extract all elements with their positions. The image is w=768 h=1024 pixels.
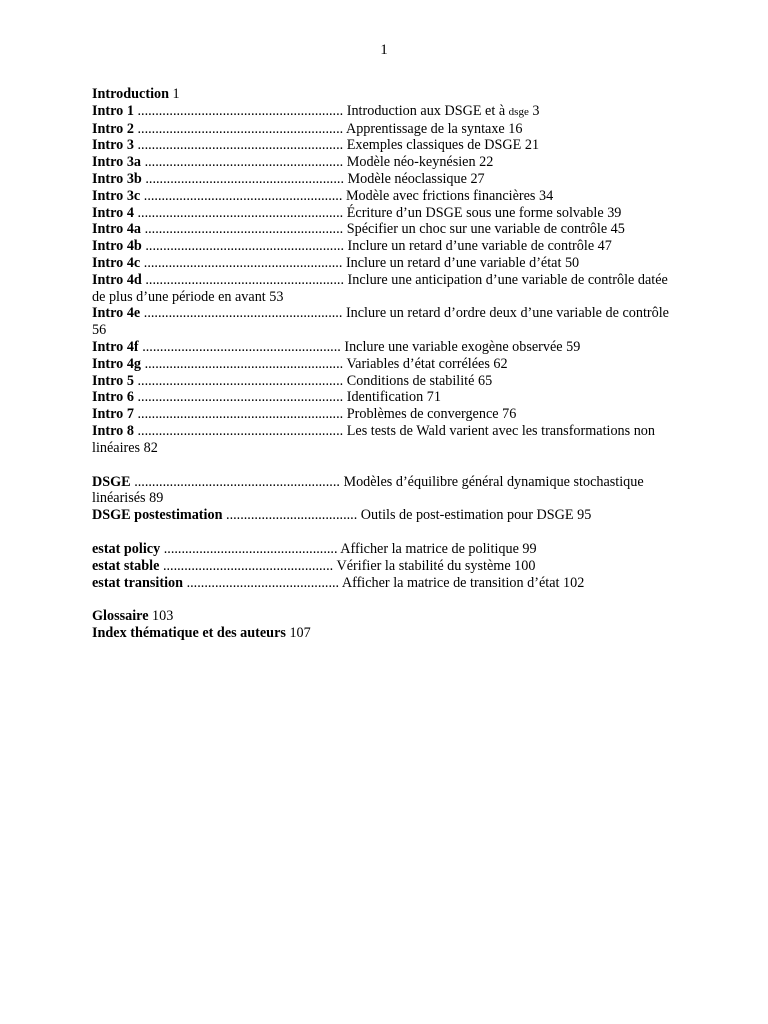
toc-entry-title: Variables d’état corrélées: [346, 355, 490, 372]
toc-entry-leader: ........................................................: [145, 271, 344, 288]
toc-entry-leader: ..........................................................: [137, 422, 344, 439]
toc-entry-page: 76: [502, 406, 517, 423]
toc-entry-title: Inclure une anticipation d’une variable de contrôle datée de plus d’une période en avant: [92, 271, 668, 305]
toc-entry: [92, 406, 676, 423]
toc-entry-term: Index thématique et des auteurs: [92, 625, 286, 642]
toc-entry: [92, 608, 676, 625]
toc-entry-term: Intro 1: [92, 102, 134, 119]
toc-entry-page: 21: [524, 137, 540, 154]
toc-entry-leader: ..........................................................: [137, 389, 344, 406]
toc-entry-title: Inclure un retard d’une variable de contrôle: [347, 238, 595, 255]
toc-entry-title: Spécifier un choc sur une variable de contrôle: [346, 221, 608, 238]
toc-entry: [92, 625, 676, 642]
toc-entry-page: 16: [508, 120, 523, 137]
toc-entry-leader: ..........................................................: [137, 120, 344, 137]
toc-entry-page: 1: [172, 86, 180, 102]
toc-entry-term: Intro 4b: [92, 238, 142, 255]
toc-entry-page: 89: [149, 490, 164, 507]
toc-entry: [92, 541, 676, 558]
toc-entry-leader: ................................................: [162, 557, 334, 574]
toc-entry-leader: ........................................................: [144, 154, 344, 171]
toc-entry-leader: .....................................: [226, 507, 358, 524]
toc-entry-page: 82: [143, 439, 158, 456]
toc-group-back-matter: [92, 608, 676, 642]
toc-entry-page: 45: [610, 221, 625, 238]
toc-entry: [92, 86, 676, 103]
toc-entry-term: Intro 3b: [92, 170, 142, 187]
toc-entry-title: Problèmes de convergence: [346, 406, 499, 423]
toc-entry-leader: ........................................................: [145, 170, 344, 187]
toc-entry: [92, 305, 676, 339]
toc-entry-title: Vérifier la stabilité du système: [336, 557, 511, 574]
toc-entry-leader: ........................................................: [144, 355, 344, 372]
toc-entry-leader: ........................................................: [143, 187, 343, 204]
toc-entry: [92, 474, 676, 508]
toc-entry-title: Modèles d’équilibre général dynamique stochastique linéarisés: [92, 473, 644, 507]
toc-entry-term: DSGE: [92, 473, 131, 490]
toc-entry: [92, 103, 676, 121]
toc-entry: [92, 171, 676, 188]
toc-entry-page: 107: [289, 625, 311, 642]
toc-entry-page: 3: [532, 102, 540, 119]
toc-entry: [92, 356, 676, 373]
toc-entry-page: 99: [522, 540, 537, 557]
toc-entry-term: Intro 7: [92, 406, 134, 423]
toc-entry-page: 39: [607, 204, 622, 221]
toc-entry-term: Intro 4e: [92, 305, 141, 322]
toc-entry-page: 53: [269, 288, 284, 305]
toc-entry: [92, 423, 676, 457]
toc-entry-leader: ..........................................................: [137, 102, 344, 119]
toc-entry-leader: ..........................................................: [137, 406, 344, 423]
toc-entry-page: 47: [597, 238, 612, 255]
toc-entry-leader: ..........................................................: [137, 372, 344, 389]
toc-entry-term: Intro 4: [92, 204, 134, 221]
toc-entry: [92, 507, 676, 524]
toc-entry-title: Les tests de Wald varient avec les transformations non linéaires: [92, 422, 655, 456]
toc-entry: [92, 558, 676, 575]
toc-entry-title: Identification: [346, 389, 424, 406]
toc-entry: [92, 339, 676, 356]
toc-entry-title: Inclure une variable exogène observée: [344, 338, 563, 355]
toc-entry-smallcaps: dsge: [508, 105, 529, 118]
toc-entry-page: 65: [477, 372, 493, 389]
toc-entry: [92, 255, 676, 272]
toc-entry-title: Écriture d’un DSGE sous une forme solvable: [346, 204, 604, 221]
toc-entry-page: 71: [426, 389, 441, 406]
toc-entry-title: Afficher la matrice de transition d’état: [341, 574, 560, 591]
toc-group-intro: [92, 86, 676, 457]
toc-entry-title: Inclure un retard d’une variable d’état: [345, 254, 562, 271]
toc-entry-term: Intro 8: [92, 422, 134, 439]
toc-entry-term: Intro 3a: [92, 154, 142, 171]
toc-entry-title: Apprentissage de la syntaxe: [345, 120, 505, 137]
toc-entry: [92, 389, 676, 406]
toc-entry-term: Introduction: [92, 86, 169, 102]
toc-entry-term: Intro 4g: [92, 355, 142, 372]
toc-entry-page: 22: [479, 154, 494, 171]
toc-entry: [92, 238, 676, 255]
toc-entry: [92, 188, 676, 205]
toc-entry: [92, 205, 676, 222]
toc-entry-leader: ........................................................: [143, 305, 343, 322]
toc-entry: [92, 154, 676, 171]
toc-entry-term: Intro 4c: [92, 254, 141, 271]
toc-entry-page: 62: [493, 355, 508, 372]
toc-entry-title: Modèle néo-keynésien: [346, 154, 476, 171]
toc-entry: [92, 137, 676, 154]
toc-entry-page: 56: [92, 322, 107, 339]
toc-entry-term: Intro 5: [92, 372, 134, 389]
toc-entry-term: DSGE postestimation: [92, 507, 223, 524]
toc-entry-leader: ........................................................: [144, 221, 344, 238]
toc-entry-term: estat transition: [92, 574, 184, 591]
toc-entry-title: Introduction aux DSGE et à: [346, 102, 506, 119]
toc-entry: [92, 221, 676, 238]
toc-entry-title: Modèle néoclassique: [347, 170, 467, 187]
toc-entry-page: 59: [566, 338, 581, 355]
toc-entry-term: Glossaire: [92, 608, 149, 625]
toc-entry-term: estat stable: [92, 557, 160, 574]
toc-entry-title: Outils de post-estimation pour DSGE: [360, 507, 574, 524]
toc-entry: [92, 575, 676, 592]
toc-entry-title: Conditions de stabilité: [346, 372, 475, 389]
toc-entry-leader: ........................................................: [142, 338, 341, 355]
toc-entry-leader: ..........................................................: [137, 137, 344, 154]
toc-entry-title: Modèle avec frictions financières: [345, 187, 536, 204]
page-number: 1: [380, 42, 388, 58]
toc-group-estat: [92, 541, 676, 591]
toc-entry-page: 103: [152, 608, 174, 625]
table-of-contents: [92, 86, 676, 642]
toc-entry-page: 27: [470, 170, 485, 187]
toc-entry-page: 34: [538, 187, 554, 204]
toc-entry-page: 95: [577, 507, 592, 524]
toc-entry-title: Inclure un retard d’ordre deux d’une variable de contrôle: [345, 305, 669, 322]
toc-entry-title: Exemples classiques de DSGE: [346, 137, 522, 154]
toc-entry-term: Intro 2: [92, 120, 134, 137]
toc-entry: [92, 373, 676, 390]
toc-entry: [92, 272, 676, 306]
toc-entry-leader: ...........................................: [186, 574, 340, 591]
toc-entry-leader: ..........................................................: [134, 473, 340, 490]
toc-entry-title: Afficher la matrice de politique: [340, 540, 519, 557]
toc-entry-page: 50: [564, 254, 580, 271]
toc-entry-leader: ..........................................................: [137, 204, 344, 221]
toc-entry-page: 100: [514, 557, 536, 574]
toc-entry-term: estat policy: [92, 540, 161, 557]
toc-entry-term: Intro 4d: [92, 271, 142, 288]
toc-entry-term: Intro 3: [92, 137, 134, 154]
toc-entry: [92, 121, 676, 138]
toc-entry-leader: .................................................: [163, 540, 338, 557]
toc-entry-leader: ........................................................: [143, 254, 343, 271]
toc-group-dsge: [92, 474, 676, 524]
toc-entry-term: Intro 6: [92, 389, 134, 406]
toc-entry-term: Intro 3c: [92, 187, 141, 204]
toc-entry-term: Intro 4a: [92, 221, 142, 238]
toc-entry-leader: ........................................................: [145, 238, 344, 255]
toc-entry-term: Intro 4f: [92, 338, 139, 355]
toc-entry-page: 102: [563, 574, 585, 591]
